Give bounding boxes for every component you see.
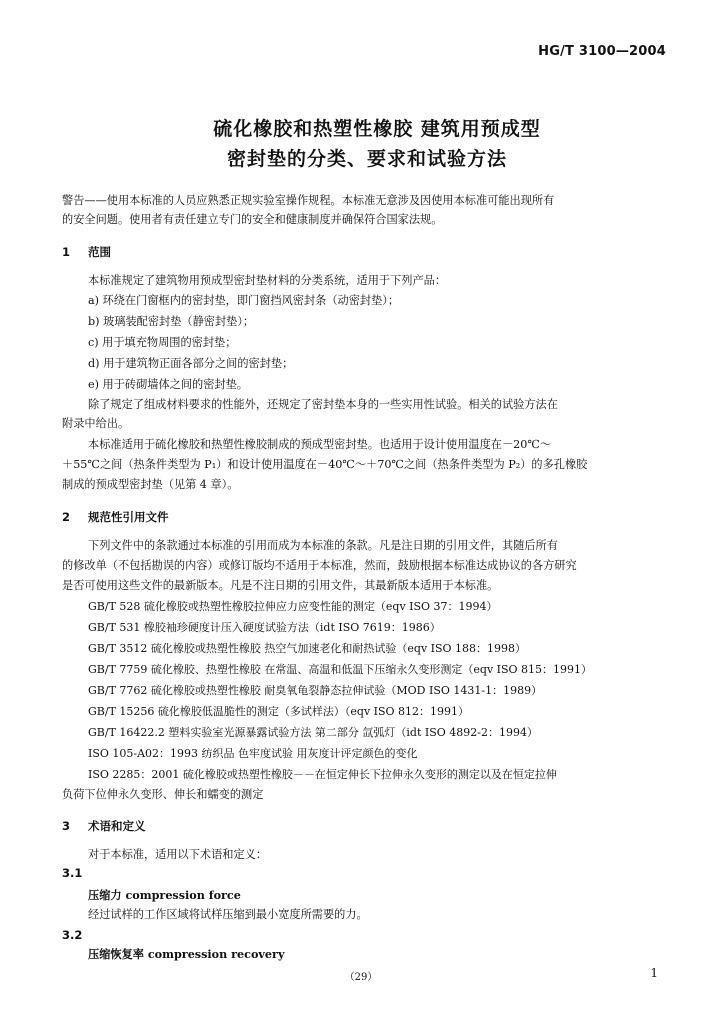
- reference-item: GB/T 7762 硫化橡胶或热塑性橡胶 耐臭氧龟裂静态拉伸试验（MOD ISO 1431-1：1989）: [88, 684, 543, 697]
- terms-intro: 对于本标准，适用以下术语和定义：: [88, 848, 268, 861]
- scope-item: d) 用于建筑物正面各部分之间的密封垫；: [88, 357, 294, 370]
- scope-paragraph: 本标准适用于硫化橡胶和热塑性橡胶制成的预成型密封垫。也适用于设计使用温度在－20℃～: [88, 438, 552, 451]
- document-title-line2: 密封垫的分类、要求和试验方法: [226, 148, 507, 170]
- scope-item: e) 用于砖砌墙体之间的密封垫。: [88, 378, 248, 391]
- term-number: 3.2: [62, 928, 83, 942]
- scope-item: c) 用于填充物周围的密封垫；: [88, 336, 237, 349]
- scope-paragraph: 除了规定了组成材料要求的性能外，还规定了密封垫本身的一些实用性试验。相关的试验方法在: [88, 398, 558, 411]
- document-title-line1: 硫化橡胶和热塑性橡胶 建筑用预成型: [213, 118, 541, 140]
- term-heading: [88, 946, 284, 962]
- reference-item: ISO 2285：2001 硫化橡胶或热塑性橡胶－－在恒定伸长下拉伸永久变形的测定以及在恒定拉伸: [88, 768, 557, 781]
- section-title: 范围: [88, 245, 111, 259]
- references-paragraph: 的修改单（不包括勘误的内容）或修订版均不适用于本标准，然而，鼓励根据本标准达成协议的各方研究: [62, 559, 577, 572]
- references-paragraph: 是否可使用这些文件的最新版本。凡是不注日期的引用文件，其最新版本适用于本标准。: [62, 579, 499, 592]
- term-definition: 经过试样的工作区域将试样压缩到最小宽度所需要的力。: [88, 908, 368, 921]
- reference-item-continued: 负荷下位伸永久变形、伸长和蠕变的测定: [62, 788, 264, 801]
- reference-item: GB/T 528 硫化橡胶或热塑性橡胶拉伸应力应变性能的测定（eqv ISO 37：1994）: [88, 600, 498, 613]
- reference-item: ISO 105-A02：1993 纺织品 色牢度试验 用灰度计评定颜色的变化: [88, 747, 418, 760]
- term-number: 3.1: [62, 866, 83, 880]
- reference-item: GB/T 15256 硫化橡胶低温脆性的测定（多试样法）（eqv ISO 812：1991）: [88, 705, 470, 718]
- section-1-heading: [62, 244, 111, 260]
- scope-intro: 本标准规定了建筑物用预成型密封垫材料的分类系统，适用于下列产品：: [88, 274, 447, 287]
- term-name-zh: 压缩恢复率: [88, 948, 144, 961]
- section-title: 规范性引用文件: [88, 510, 169, 524]
- section-3-heading: [62, 818, 146, 834]
- term-name-en: compression recovery: [147, 947, 285, 961]
- section-number: 3: [62, 819, 71, 833]
- references-paragraph: 下列文件中的条款通过本标准的引用而成为本标准的条款。凡是注日期的引用文件，其随后所有: [88, 539, 558, 552]
- section-number: 2: [62, 510, 71, 524]
- warning-text-line1: 警告——使用本标准的人员应熟悉正规实验室操作规程。本标准无意涉及因使用本标准可能出现所有: [62, 194, 555, 207]
- scope-item: b) 玻璃装配密封垫（静密封垫）；: [88, 315, 255, 328]
- reference-item: GB/T 531 橡胶袖珍硬度计压入硬度试验方法（idt ISO 7619：1986）: [88, 621, 441, 634]
- scope-item: a) 环绕在门窗框内的密封垫，即门窗挡风密封条（动密封垫）；: [88, 294, 400, 307]
- section-title: 术语和定义: [88, 819, 146, 833]
- term-name-en: compression force: [125, 888, 241, 902]
- page-reference: （29）: [344, 972, 378, 983]
- reference-item: GB/T 7759 硫化橡胶、热塑性橡胶 在常温、高温和低温下压缩永久变形测定（eqv ISO 815：1991）: [88, 663, 593, 676]
- warning-text-line2: 的安全问题。使用者有责任建立专门的安全和健康制度并确保符合国家法规。: [62, 213, 443, 226]
- term-heading: [88, 887, 241, 903]
- scope-paragraph: ＋55℃之间（热条件类型为 P₁）和设计使用温度在－40℃～＋70℃之间（热条件类型为 P₂）的多孔橡胶: [62, 458, 588, 471]
- scope-paragraph: 制成的预成型密封垫（见第 4 章）。: [62, 478, 239, 491]
- reference-item: GB/T 16422.2 塑料实验室光源暴露试验方法 第二部分 氙弧灯（idt ISO 4892-2：1994）: [88, 726, 538, 739]
- scope-paragraph: 附录中给出。: [62, 417, 130, 430]
- section-number: 1: [62, 245, 71, 259]
- term-name-zh: 压缩力: [88, 889, 122, 902]
- page-number: 1: [650, 966, 658, 980]
- reference-item: GB/T 3512 硫化橡胶或热塑性橡胶 热空气加速老化和耐热试验（eqv ISO 188：1998）: [88, 642, 527, 655]
- standard-code: HG/T 3100—2004: [538, 44, 666, 59]
- section-2-heading: [62, 509, 169, 525]
